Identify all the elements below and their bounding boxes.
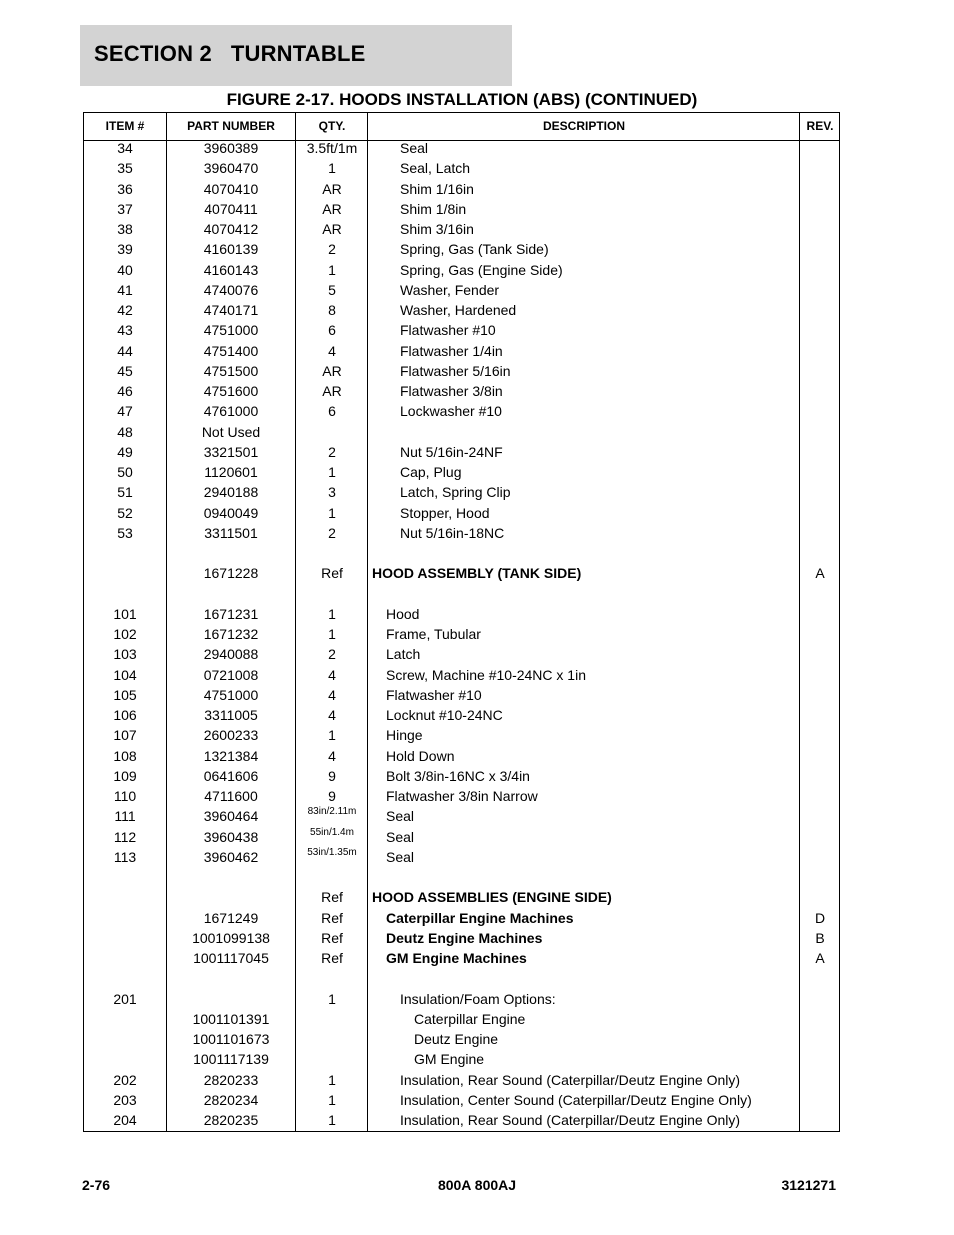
item-cell: 203: [113, 1091, 137, 1108]
part-number-cell: 1671232: [203, 626, 259, 642]
table-row: [84, 665, 839, 685]
table-row: [84, 746, 839, 766]
part-number-cell: 4751600: [203, 383, 259, 399]
table-row: [84, 1070, 839, 1090]
qty-cell: AR: [322, 362, 342, 379]
table-row: [84, 827, 839, 847]
qty-cell: 1: [328, 464, 336, 480]
description-cell: Stopper, Hood: [400, 504, 490, 521]
description-cell: Caterpillar Engine Machines: [386, 909, 574, 926]
item-cell: 202: [113, 1071, 137, 1088]
qty-cell: 3: [328, 484, 336, 501]
description-cell: Insulation, Rear Sound (Caterpillar/Deutz Engine Only): [400, 1112, 741, 1128]
part-number-cell: 1671228: [203, 565, 259, 582]
table-row: [84, 584, 839, 604]
section-header: [80, 25, 512, 86]
item-cell: 42: [117, 302, 133, 318]
part-number-cell: Not Used: [201, 423, 261, 440]
qty-cell: 1: [328, 160, 336, 177]
table-row: [84, 806, 839, 826]
part-number-cell: 4160143: [203, 261, 259, 278]
qty-cell: 2: [328, 443, 336, 460]
table-row: [84, 563, 839, 583]
part-number-cell: 1001101673: [192, 1031, 270, 1047]
qty-cell: 1: [328, 1112, 336, 1128]
qty-cell: 4: [328, 342, 336, 359]
item-cell: 47: [117, 403, 133, 420]
table-row: [84, 199, 839, 219]
part-number-cell: 0940049: [203, 504, 259, 521]
table-row: [84, 908, 839, 928]
table-row: [84, 989, 839, 1009]
description-cell: Lockwasher #10: [400, 403, 502, 420]
description-cell: Shim 1/16in: [400, 180, 474, 197]
qty-cell: 9: [328, 767, 336, 784]
description-cell: Seal: [386, 828, 415, 845]
part-number-cell: 2940188: [203, 484, 259, 501]
item-cell: 111: [114, 808, 136, 825]
item-cell: 110: [113, 788, 137, 804]
table-row: [84, 948, 839, 968]
part-number-cell: 1120601: [204, 464, 258, 480]
qty-cell: Ref: [321, 929, 343, 946]
qty-cell: Ref: [321, 950, 343, 966]
part-number-cell: 3311005: [204, 707, 258, 723]
page-number: 2-76: [82, 1177, 111, 1193]
model-name: 800A 800AJ: [437, 1177, 517, 1193]
table-row: [84, 685, 839, 705]
description-cell: Latch, Spring Clip: [400, 484, 511, 501]
table-row: [84, 847, 839, 867]
item-cell: 106: [113, 707, 137, 723]
part-number-cell: 1671249: [203, 909, 259, 926]
description-cell: Flatwasher #10: [386, 686, 482, 703]
qty-cell: Ref: [321, 565, 343, 582]
table-row: [84, 644, 839, 664]
part-number-cell: 2820233: [203, 1071, 259, 1088]
description-cell: GM Engine: [414, 1051, 485, 1068]
description-cell: Seal: [400, 140, 429, 156]
part-number-cell: 4740171: [203, 302, 259, 318]
item-cell: 113: [113, 848, 137, 865]
part-number-cell: 1321384: [203, 747, 259, 764]
description-cell: Washer, Hardened: [400, 302, 517, 318]
table-row: [84, 462, 839, 482]
description-cell: Insulation, Center Sound (Caterpillar/Deutz Engine Only): [400, 1091, 752, 1108]
table-row: [84, 766, 839, 786]
description-cell: Deutz Engine: [414, 1031, 499, 1047]
description-cell: Frame, Tubular: [386, 626, 481, 642]
item-cell: 102: [113, 626, 137, 642]
qty-cell: 4: [328, 747, 336, 764]
description-cell: Bolt 3/8in-16NC x 3/4in: [386, 767, 530, 784]
description-cell: Hold Down: [386, 747, 455, 764]
table-row: [84, 867, 839, 887]
description-cell: HOOD ASSEMBLIES (ENGINE SIDE): [372, 889, 612, 906]
item-cell: 112: [113, 828, 137, 845]
qty-cell: 4: [328, 707, 336, 723]
item-cell: 36: [117, 180, 133, 197]
qty-cell: 1: [328, 605, 336, 622]
table-row: [84, 1049, 839, 1069]
description-cell: Hood: [386, 605, 420, 622]
part-number-cell: 2820235: [203, 1112, 259, 1128]
table-row: [84, 968, 839, 988]
description-cell: HOOD ASSEMBLY (TANK SIDE): [372, 565, 582, 582]
description-cell: Seal: [386, 808, 415, 825]
part-number-cell: 3960438: [203, 828, 259, 845]
column-header-qty: QTY.: [318, 119, 346, 133]
part-number-cell: 3960462: [203, 848, 259, 865]
qty-cell: Ref: [321, 909, 343, 926]
item-cell: 108: [113, 747, 137, 764]
table-row: [84, 179, 839, 199]
qty-cell: 4: [328, 686, 336, 703]
item-cell: 43: [117, 322, 133, 339]
column-header-item: ITEM #: [105, 119, 145, 133]
item-cell: 109: [113, 767, 137, 784]
qty-cell: 2: [328, 241, 336, 258]
table-row: [84, 887, 839, 907]
table-row: [84, 361, 839, 381]
part-number-cell: 3311501: [204, 524, 258, 541]
table-row: [84, 624, 839, 644]
description-cell: Washer, Fender: [400, 281, 500, 298]
part-number-cell: 2940088: [203, 646, 259, 663]
description-cell: Insulation, Rear Sound (Caterpillar/Deutz Engine Only): [400, 1071, 741, 1088]
table-row: [84, 928, 839, 948]
description-cell: GM Engine Machines: [386, 950, 527, 966]
table-row: [84, 786, 839, 806]
item-cell: 38: [117, 221, 133, 237]
item-cell: 45: [117, 362, 133, 379]
item-cell: 48: [117, 423, 133, 440]
part-number-cell: 1001101391: [192, 1010, 270, 1027]
part-number-cell: 4740076: [203, 281, 259, 298]
qty-cell: AR: [322, 180, 342, 197]
item-cell: 103: [113, 646, 137, 663]
section-title: SECTION 2 TURNTABLE: [94, 41, 366, 66]
description-cell: Insulation/Foam Options:: [400, 990, 556, 1007]
qty-cell: 1: [328, 990, 336, 1007]
item-cell: 41: [117, 281, 133, 298]
item-cell: 52: [117, 504, 133, 521]
description-cell: Shim 1/8in: [400, 200, 467, 217]
qty-cell: 6: [328, 403, 336, 420]
qty-cell: 1: [328, 504, 336, 521]
qty-cell: 1: [328, 626, 336, 642]
description-cell: Flatwasher 3/8in Narrow: [386, 788, 538, 804]
qty-cell: 55in/1.4m: [310, 826, 354, 838]
description-cell: Caterpillar Engine: [414, 1010, 526, 1027]
description-cell: Locknut #10-24NC: [386, 707, 503, 723]
qty-cell: 5: [328, 281, 336, 298]
table-row: [84, 219, 839, 239]
item-cell: 50: [117, 464, 133, 480]
column-header-part-number: PART NUMBER: [187, 119, 275, 133]
rev-cell: B: [815, 929, 825, 946]
qty-cell: Ref: [321, 889, 343, 906]
table-row: [84, 543, 839, 563]
description-cell: Latch: [386, 646, 421, 663]
item-cell: 34: [117, 140, 133, 156]
description-cell: Seal: [386, 848, 415, 865]
description-cell: Screw, Machine #10-24NC x 1in: [386, 666, 586, 683]
item-cell: 53: [117, 524, 133, 541]
qty-cell: 1: [328, 1071, 336, 1088]
rev-cell: A: [815, 950, 825, 966]
table-row: [84, 1009, 839, 1029]
qty-cell: 1: [328, 727, 336, 744]
description-cell: Flatwasher #10: [400, 322, 496, 339]
part-number-cell: 4751400: [203, 342, 259, 359]
item-cell: 39: [117, 241, 133, 258]
part-number-cell: 1001117045: [193, 950, 269, 966]
qty-cell: 8: [328, 302, 336, 318]
item-cell: 44: [117, 342, 133, 359]
table-row: [84, 239, 839, 259]
table-row: [84, 401, 839, 421]
description-cell: Seal, Latch: [400, 160, 471, 177]
part-number-cell: 4751000: [203, 686, 259, 703]
description-cell: Flatwasher 3/8in: [400, 383, 503, 399]
table-row: [84, 280, 839, 300]
table-row: [84, 381, 839, 401]
part-number-cell: 1671231: [203, 605, 259, 622]
description-cell: Deutz Engine Machines: [386, 929, 543, 946]
item-cell: 40: [117, 261, 133, 278]
item-cell: 37: [117, 200, 133, 217]
part-number-cell: 3321501: [203, 443, 259, 460]
description-cell: Flatwasher 5/16in: [400, 362, 511, 379]
qty-cell: 2: [328, 646, 336, 663]
part-number-cell: 1001117139: [193, 1051, 269, 1068]
description-cell: Hinge: [386, 727, 423, 744]
table-row: [84, 1090, 839, 1110]
part-number-cell: 0721008: [203, 666, 259, 683]
column-header-description: DESCRIPTION: [542, 119, 625, 133]
rev-cell: D: [814, 909, 826, 926]
description-cell: Spring, Gas (Engine Side): [400, 261, 563, 278]
qty-cell: 83in/2.11m: [307, 806, 357, 818]
table-row: [84, 705, 839, 725]
parts-table: [83, 112, 840, 1132]
qty-cell: 4: [328, 666, 336, 683]
table-row: [84, 482, 839, 502]
part-number-cell: 4711600: [204, 788, 258, 804]
table-row: [84, 158, 839, 178]
item-cell: 104: [113, 666, 137, 683]
item-cell: 101: [113, 605, 137, 622]
description-cell: Shim 3/16in: [400, 221, 474, 237]
description-cell: Nut 5/16in-24NF: [400, 443, 503, 460]
table-row: [84, 138, 839, 158]
part-number-cell: 3960389: [203, 140, 259, 156]
qty-cell: AR: [322, 221, 342, 237]
table-row: [84, 503, 839, 523]
table-row: [84, 320, 839, 340]
doc-number: 3121271: [781, 1177, 836, 1193]
item-cell: 105: [113, 686, 137, 703]
column-header-rev: REV.: [806, 119, 834, 133]
part-number-cell: 4070410: [203, 180, 259, 197]
part-number-cell: 4751000: [203, 322, 259, 339]
qty-cell: 3.5ft/1m: [306, 140, 358, 156]
part-number-cell: 4751500: [203, 362, 259, 379]
part-number-cell: 3960470: [203, 160, 259, 177]
table-row: [84, 300, 839, 320]
qty-cell: 2: [328, 524, 336, 541]
part-number-cell: 2820234: [203, 1091, 259, 1108]
description-cell: Cap, Plug: [400, 464, 462, 480]
table-row: [84, 260, 839, 280]
qty-cell: AR: [322, 200, 342, 217]
table-row: [84, 1110, 839, 1130]
description-cell: Flatwasher 1/4in: [400, 342, 503, 359]
qty-cell: AR: [322, 383, 342, 399]
description-cell: Nut 5/16in-18NC: [400, 524, 505, 541]
item-cell: 46: [117, 383, 133, 399]
figure-title: FIGURE 2-17. HOODS INSTALLATION (ABS) (CONTINUED): [226, 90, 698, 109]
qty-cell: 1: [328, 1091, 336, 1108]
item-cell: 35: [117, 160, 133, 177]
qty-cell: 1: [328, 261, 336, 278]
part-number-cell: 4070411: [204, 200, 258, 217]
part-number-cell: 1001099138: [192, 929, 270, 946]
rev-cell: A: [815, 565, 825, 582]
part-number-cell: 2600233: [203, 727, 259, 744]
item-cell: 107: [113, 727, 137, 744]
table-row: [84, 422, 839, 442]
part-number-cell: 4761000: [203, 403, 259, 420]
table-row: [84, 725, 839, 745]
part-number-cell: 4160139: [203, 241, 259, 258]
table-row: [84, 341, 839, 361]
part-number-cell: 0641606: [203, 767, 259, 784]
table-row: [84, 442, 839, 462]
part-number-cell: 4070412: [203, 221, 259, 237]
item-cell: 201: [113, 990, 137, 1007]
qty-cell: 9: [328, 788, 336, 804]
part-number-cell: 3960464: [203, 808, 259, 825]
table-row: [84, 604, 839, 624]
table-row: [84, 1029, 839, 1049]
item-cell: 49: [117, 443, 133, 460]
qty-cell: 53in/1.35m: [307, 846, 357, 858]
item-cell: 204: [113, 1112, 137, 1128]
qty-cell: 6: [328, 322, 336, 339]
description-cell: Spring, Gas (Tank Side): [400, 241, 549, 258]
table-row: [84, 523, 839, 543]
item-cell: 51: [117, 484, 133, 501]
